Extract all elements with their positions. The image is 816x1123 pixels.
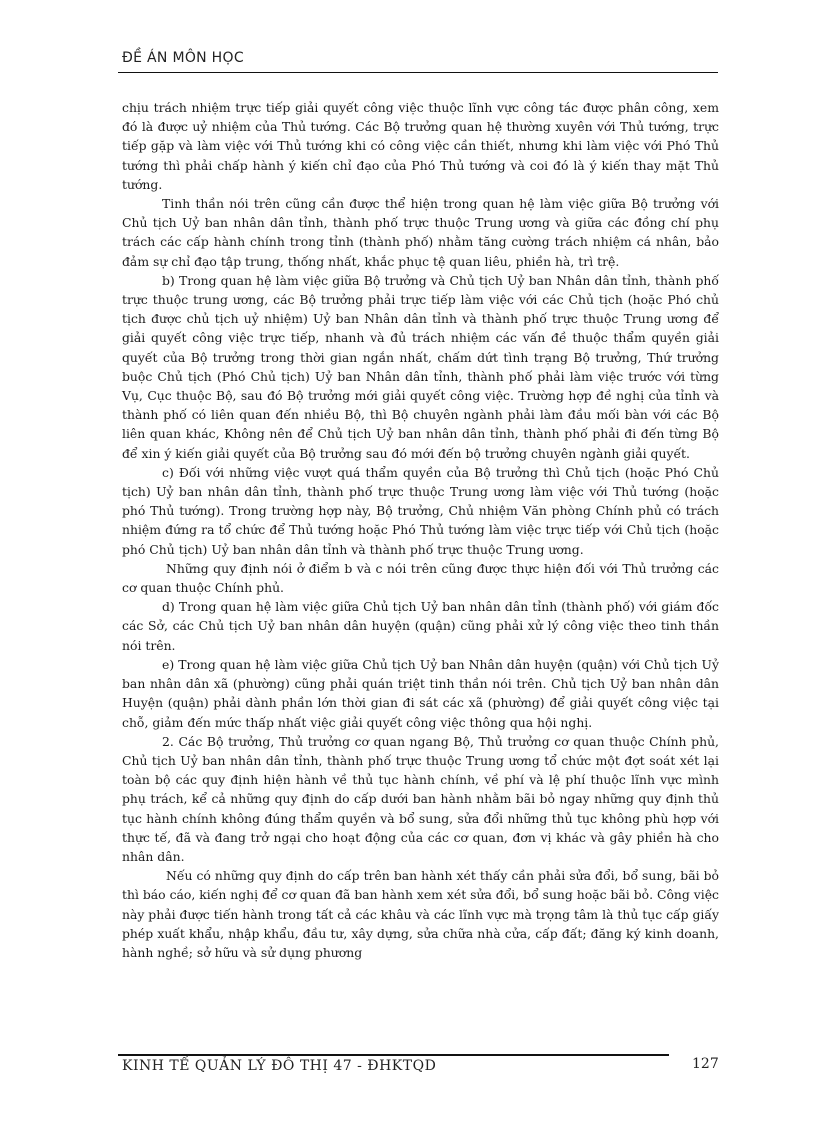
footer-text: KINH TẾ QUẢN LÝ ĐÔ THỊ 47 - ĐHKTQD (122, 1058, 437, 1074)
paragraph-2: Tinh thần nói trên cũng cần được thể hiện trong quan hệ làm việc giữa Bộ trưởng với Chủ tịch Uỷ ban nhân dân tỉnh, thành phố trực thuộc Trung ương và giữa các đồng chí phụ trách các cấp hành chính trong tỉnh (thành phố) nhằm tăng cường trách nhiệm cá nhân, bảo đảm sự chỉ đạo tập trung, thống nhất, khắc phục tệ quan liêu, phiền hà, trì trệ. (122, 196, 719, 269)
footer-divider (118, 1054, 669, 1056)
page-header-title: ĐỀ ÁN MÔN HỌC (122, 50, 244, 66)
paragraph-8: 2. Các Bộ trưởng, Thủ trưởng cơ quan ngang Bộ, Thủ trưởng cơ quan thuộc Chính phủ, Chủ tịch Uỷ ban nhân dân tỉnh, thành phố trực thuộc Trung ương tổ chức một đợt soát xét lại toàn bộ các quy định hiện hành về thủ tục hành chính, về phí và lệ phí thuộc lĩnh vực mình phụ trách, kể cả những quy định do cấp dưới ban hành nhằm bãi bỏ ngay những quy định thủ tục hành chính không đúng thẩm quyền và bổ sung, sửa đổi những thủ tục không phù hợp với thực tế, đã và đang trở ngại cho hoạt động của các cơ quan, đơn vị khác và gây phiền hà cho nhân dân. (122, 733, 719, 864)
paragraph-9: Nếu có những quy định do cấp trên ban hành xét thấy cần phải sửa đổi, bổ sung, bãi bỏ thì báo cáo, kiến nghị để cơ quan đã ban hành xem xét sửa đổi, bổ sung hoặc bãi bỏ. Công việc này phải được tiến hành trong tất cả các khâu và các lĩnh vực mà trọng tâm là thủ tục cấp giấy phép xuất khẩu, nhập khẩu, đầu tư, xây dựng, sửa chữa nhà cửa, cấp đất; đăng ký kinh doanh, hành nghề; sở hữu và sử dụng phương (122, 868, 719, 960)
page-number: 127 (692, 1056, 719, 1072)
header-divider (118, 72, 718, 73)
paragraph-7: e) Trong quan hệ làm việc giữa Chủ tịch Uỷ ban Nhân dân huyện (quận) với Chủ tịch Uỷ ban nhân dân xã (phường) cũng phải quán triệt tinh thần nói trên. Chủ tịch Uỷ ban nhân dân Huyện (quận) phải dành phần lớn thời gian đi sát các xã (phường) để giải quyết công việc tại chỗ, giảm đến mức thấp nhất việc giải quyết công việc thông qua hội nghị. (122, 656, 719, 730)
paragraph-4: c) Đối với những việc vượt quá thẩm quyền của Bộ trưởng thì Chủ tịch (hoặc Phó Chủ tịch) Uỷ ban nhân dân tỉnh, thành phố trực thuộc Trung ương làm việc với Thủ tướng (hoặc phó Thủ tướng). Trong trường hợp này, Bộ trưởng, Chủ nhiệm Văn phòng Chính phủ có trách nhiệm đứng ra tổ chức để Thủ tướng hoặc Phó Thủ tướng làm việc trực tiếp với Chủ tịch (hoặc phó Chủ tịch) Uỷ ban nhân dân tỉnh và thành phố trực thuộc Trung ương. (122, 464, 719, 557)
paragraph-3: b) Trong quan hệ làm việc giữa Bộ trưởng và Chủ tịch Uỷ ban Nhân dân tỉnh, thành phố trực thuộc trung ương, các Bộ trưởng phải trực tiếp làm việc với các Chủ tịch (hoặc Phó chủ tịch được chủ tịch uỷ nhiệm) Uỷ ban Nhân dân tỉnh và thành phố trực thuộc Trung ương để giải quyết công việc trực tiếp, nhanh và đủ trách nhiệm các vấn đề thuộc thẩm quyền giải quyết của Bộ trưởng trong thời gian ngắn nhất, chấm dứt tình trạng Bộ trưởng, Thứ trưởng buộc Chủ tịch (Phó Chủ tịch) Uỷ ban Nhân dân tỉnh, thành phố phải làm việc trước với từng Vụ, Cục thuộc Bộ, sau đó Bộ trưởng mới giải quyết công việc. Trường hợp đề nghị của tỉnh và thành phố có liên quan đến nhiều Bộ, thì Bộ chuyên ngành phải làm đầu mối bàn với các Bộ liên quan khác, Không nên để Chủ tịch Uỷ ban nhân dân tỉnh, thành phố phải đi đến từng Bộ để xin ý kiến giải quyết của Bộ trưởng sau đó mới đến bộ trưởng chuyên ngành giải quyết. (122, 272, 719, 461)
document-body (122, 98, 719, 962)
paragraph-6: d) Trong quan hệ làm việc giữa Chủ tịch Uỷ ban nhân dân tỉnh (thành phố) với giám đốc các Sở, các Chủ tịch Uỷ ban nhân dân huyện (quận) cũng phải xử lý công việc theo tinh thần nói trên. (122, 599, 719, 653)
paragraph-5: Những quy định nói ở điểm b và c nói trên cũng được thực hiện đối với Thủ trưởng các cơ quan thuộc Chính phủ. (122, 560, 719, 596)
paragraph-1: chịu trách nhiệm trực tiếp giải quyết công việc thuộc lĩnh vực công tác được phân công, xem đó là được uỷ nhiệm của Thủ tướng. Các Bộ trưởng quan hệ thường xuyên với Thủ tướng, trực tiếp gặp và làm việc với Thủ tướng khi có công việc cần thiết, nhưng khi làm việc với Phó Thủ tướng thì phải chấp hành ý kiến chỉ đạo của Phó Thủ tướng và coi đó là ý kiến thay mặt Thủ tướng. (122, 100, 719, 192)
